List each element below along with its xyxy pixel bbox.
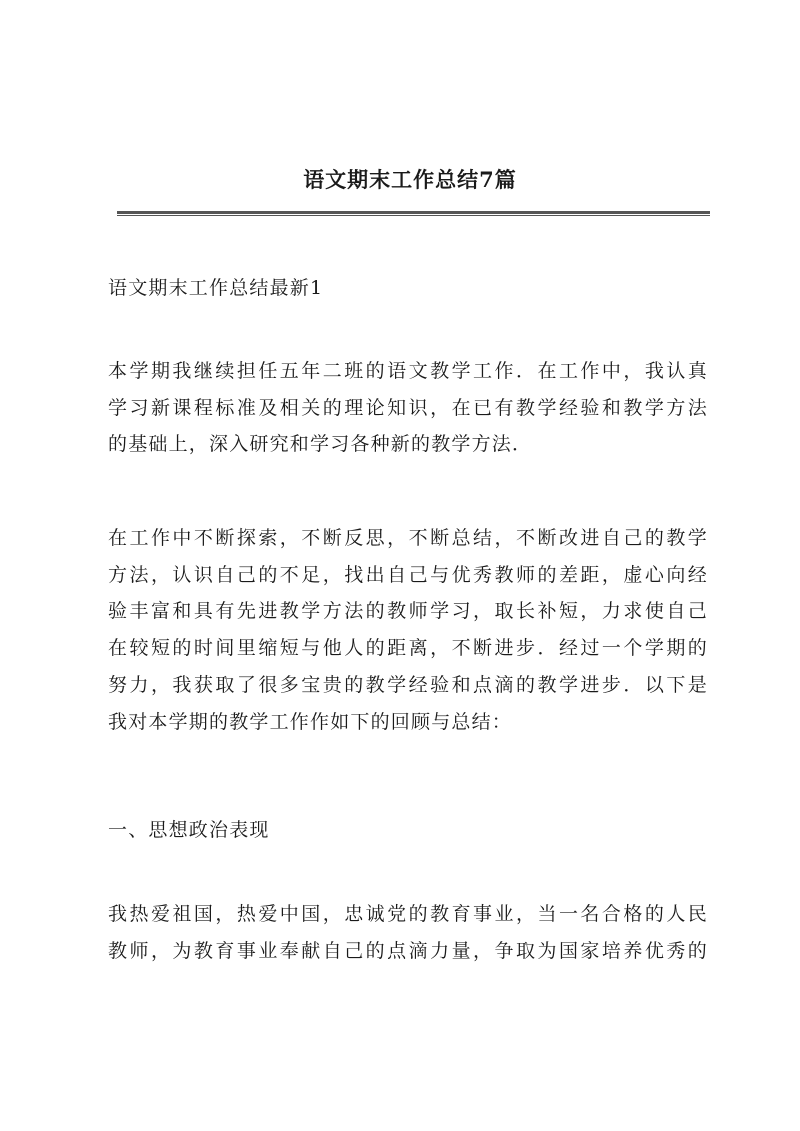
paragraph-line: 在较短的时间里缩短与他人的距离，不断进步．经过一个学期的 xyxy=(108,637,708,660)
paragraph-line: 验丰富和具有先进教学方法的教师学习，取长补短，力求使自己 xyxy=(108,600,708,623)
paragraph-2 xyxy=(108,520,708,740)
paragraph-line: 的基础上，深入研究和学习各种新的教学方法． xyxy=(108,433,533,456)
document-title: 语文期末工作总结7篇 xyxy=(303,167,517,192)
paragraph-line: 教师，为教育事业奉献自己的点滴力量，争取为国家培养优秀的 xyxy=(108,939,708,962)
subheading: 一、思想政治表现 xyxy=(108,819,270,841)
paragraph-line: 努力，我获取了很多宝贵的教学经验和点滴的教学进步．以下是 xyxy=(108,673,708,696)
title-divider xyxy=(117,211,710,216)
paragraph-line: 我热爱祖国，热爱中国，忠诚党的教育事业，当一名合格的人民 xyxy=(108,903,708,925)
section-title: 语文期末工作总结最新1 xyxy=(108,277,324,299)
paragraph-line: 学习新课程标准及相关的理论知识，在已有教学经验和教学方法 xyxy=(108,396,708,419)
paragraph-line: 本学期我继续担任五年二班的语文教学工作．在工作中，我认真 xyxy=(108,360,708,382)
paragraph-line: 我对本学期的教学工作作如下的回顾与总结： xyxy=(108,710,513,733)
paragraph-line: 在工作中不断探索，不断反思，不断总结，不断改进自己的教学 xyxy=(108,527,708,549)
paragraph-line: 方法，认识自己的不足，找出自己与优秀教师的差距，虚心向经 xyxy=(108,563,708,586)
paragraph-1 xyxy=(108,353,708,463)
paragraph-3 xyxy=(108,896,708,969)
